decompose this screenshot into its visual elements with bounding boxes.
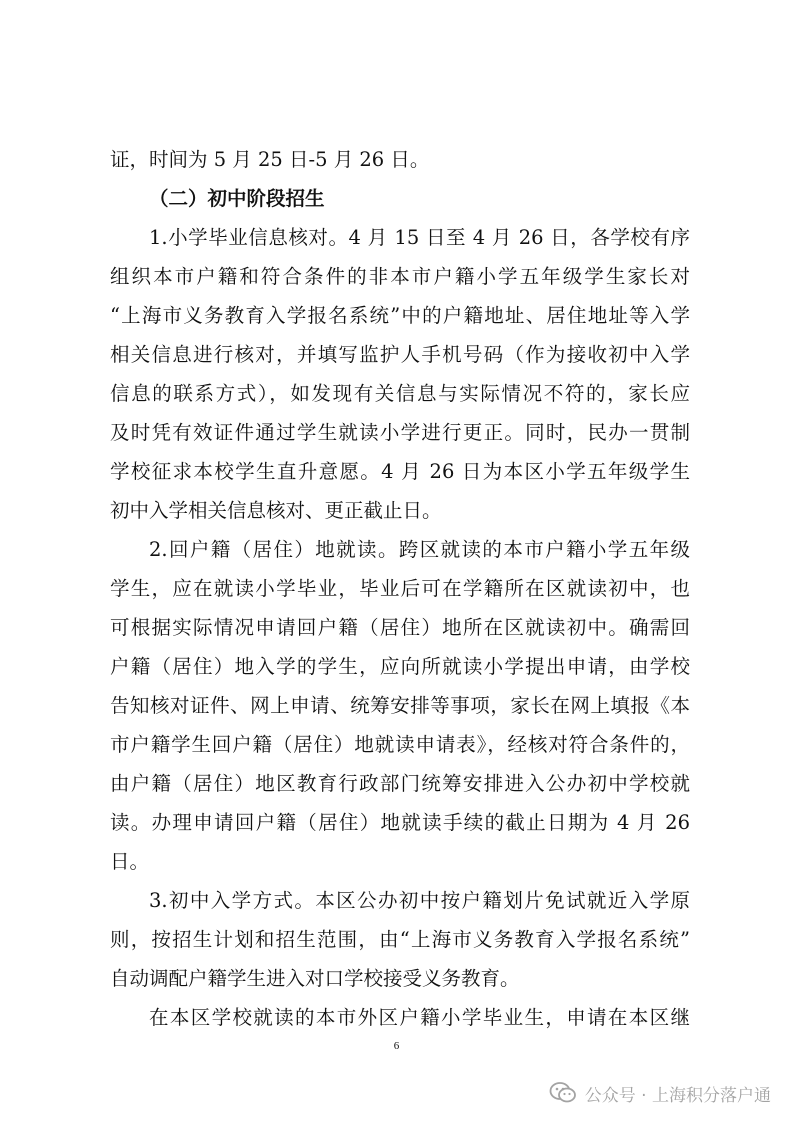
- wechat-icon: [549, 1081, 577, 1105]
- paragraph-line: 则，按招生计划和招生范围，由“上海市义务教育入学报名系统”: [110, 928, 690, 951]
- paragraph-line: 告知核对证件、网上申请、统筹安排等事项，家长在网上填报《本: [110, 694, 690, 717]
- paragraph-line: 由户籍（居住）地区教育行政部门统筹安排进入公办初中学校就: [110, 772, 690, 795]
- paragraph-line: 户籍（居住）地入学的学生，应向所就读小学提出申请，由学校: [110, 655, 690, 678]
- paragraph-line: 3.初中入学方式。本区公办初中按户籍划片免试就近入学原: [149, 889, 690, 912]
- paragraph-line: 自动调配户籍学生进入对口学校接受义务教育。: [110, 967, 520, 990]
- paragraph-line: 证，时间为 5 月 25 日-5 月 26 日。: [110, 148, 430, 171]
- paragraph-line: 信息的联系方式），如发现有关信息与实际情况不符的，家长应: [110, 382, 690, 405]
- page-number: 6: [393, 1040, 400, 1052]
- section-heading: （二）初中阶段招生: [149, 187, 325, 210]
- paragraph-line: 日。: [110, 850, 150, 873]
- paragraph-line: 市户籍学生回户籍（居住）地就读申请表》，经核对符合条件的，: [110, 733, 690, 756]
- paragraph-line: 学校征求本校学生直升意愿。4 月 26 日为本区小学五年级学生: [110, 460, 690, 483]
- paragraph-line: 初中入学相关信息核对、更正截止日。: [110, 499, 442, 522]
- paragraph-line: 及时凭有效证件通过学生就读小学进行更正。同时，民办一贯制: [110, 421, 690, 444]
- paragraph-line: 组织本市户籍和符合条件的非本市户籍小学五年级学生家长对: [110, 265, 690, 288]
- paragraph-line: 2.回户籍（居住）地就读。跨区就读的本市户籍小学五年级: [149, 538, 690, 561]
- paragraph-line: 可根据实际情况申请回户籍（居住）地所在区就读初中。确需回: [110, 616, 690, 639]
- paragraph-line: 相关信息进行核对，并填写监护人手机号码（作为接收初中入学: [110, 343, 690, 366]
- paragraph-line: 读。办理申请回户籍（居住）地就读手续的截止日期为 4 月 26: [110, 811, 690, 834]
- paragraph-line: “上海市义务教育入学报名系统”中的户籍地址、居住地址等入学: [110, 304, 690, 327]
- paragraph-line: 1.小学毕业信息核对。4 月 15 日至 4 月 26 日，各学校有序: [149, 226, 690, 249]
- watermark-text: 公众号 · 上海积分落户通: [584, 1085, 771, 1106]
- paragraph-line: 学生，应在就读小学毕业，毕业后可在学籍所在区就读初中，也: [110, 577, 690, 600]
- watermark: [549, 1078, 771, 1108]
- paragraph-line: 在本区学校就读的本市外区户籍小学毕业生，申请在本区继: [149, 1006, 690, 1029]
